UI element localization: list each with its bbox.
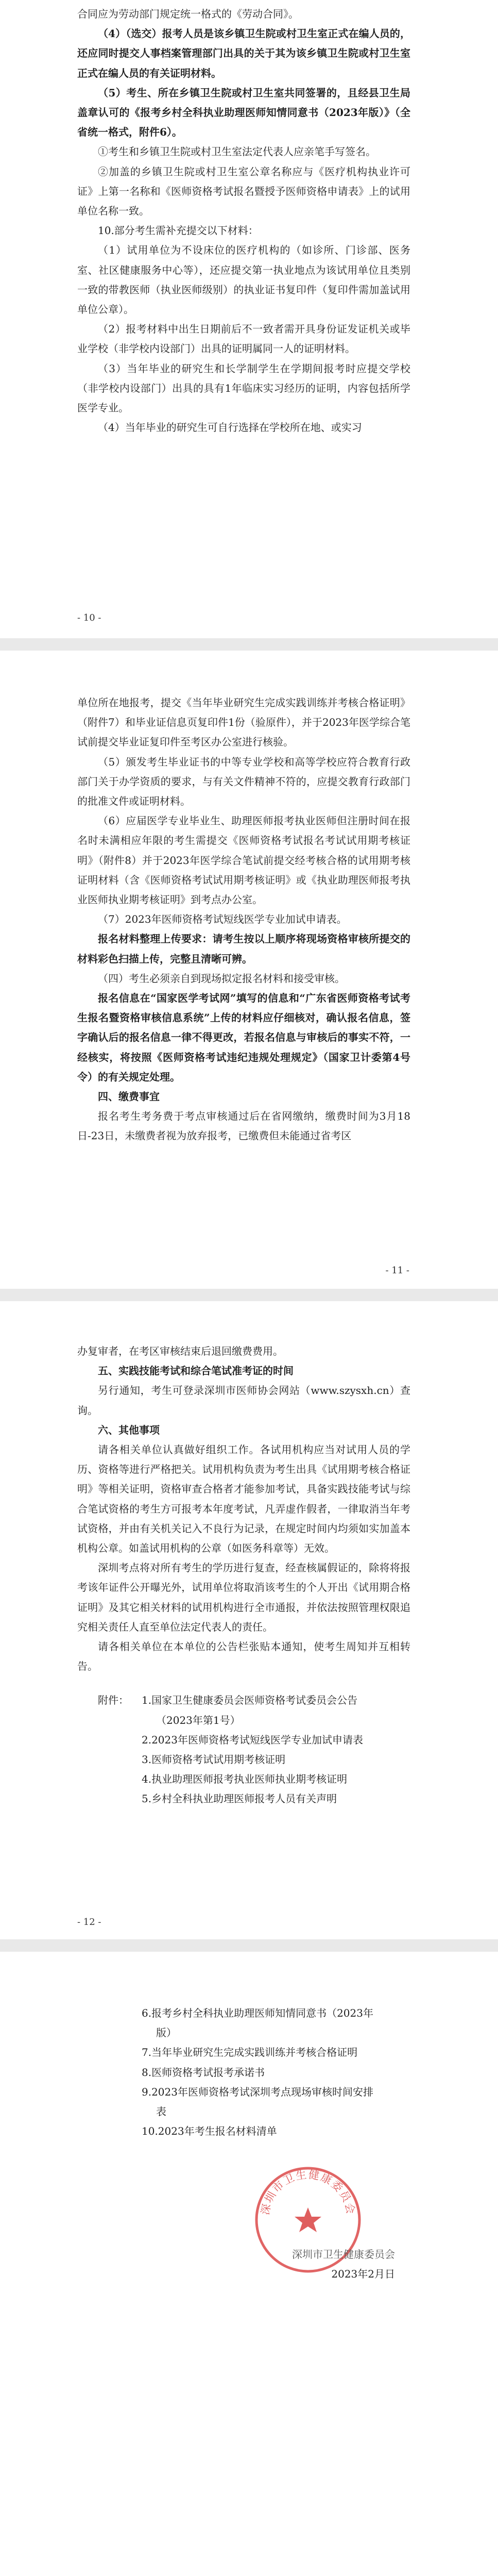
- signature-organization: 深圳市卫生健康委员会: [292, 2248, 395, 2261]
- paragraph: 请各相关单位认真做好组织工作。各试用机构应当对试用人员的学历、资格等进行严格把关。试用机构负责为考生出具《试用期考核合格证明》等相关证明，资格审查合格者才能参加考试，具备实践技能考试与综合笔试资格的考生方可报考本年度考试，凡弄虚作假者，一律取消当年考试资格，并由有关机关记入不良行为记录，在规定时间内均须如实加盖本机构公章。如盖试用机构的公章（如医务科章等）无效。: [77, 1443, 410, 1555]
- attachments-label: 附件：: [98, 1694, 129, 1707]
- attachment-item: 8.医师资格考试报考承诺书: [142, 2066, 265, 2079]
- attachments-list: [77, 1690, 410, 1808]
- attachment-item: 7.当年毕业研究生完成实践训练并考核合格证明: [142, 2046, 358, 2059]
- paragraph: 单位所在地报考，提交《当年毕业研究生完成实践训练并考核合格证明》（附件7）和毕业证信息页复印件1份（验原件），并于2023年医学综合笔试前提交毕业证复印件至考区办公室进行核验。: [77, 696, 410, 749]
- document-page-12: [0, 1301, 498, 1939]
- signature-date: 2023年2月日: [331, 2268, 395, 2281]
- section-heading: 四、缴费事宜: [98, 1090, 160, 1103]
- attachment-item: 10.2023年考生报名材料清单: [142, 2125, 277, 2138]
- paragraph: （4）当年毕业的研究生可自行选择在学校所在地、或实习: [98, 421, 362, 434]
- document-page-10: [0, 0, 498, 638]
- attachment-item: 3.医师资格考试试用期考核证明: [142, 1753, 286, 1766]
- paragraph: ①考生和乡镇卫生院或村卫生室法定代表人应亲笔手写签名。: [98, 145, 376, 158]
- paragraph: （4）（选交）报考人员是该乡镇卫生院或村卫生室正式在编人员的，还应同时提交人事档案管理部门出具的关于其为该乡镇卫生院或村卫生室正式在编人员的有关证明材料。: [77, 27, 410, 79]
- section-heading: 五、实践技能考试和综合笔试准考证的时间: [98, 1365, 294, 1377]
- paragraph: （1）试用单位为不设床位的医疗机构的（如诊所、门诊部、医务室、社区健康服务中心等），还应提交第一执业地点为该试用单位且类别一致的带教医师（执业医师级别）的执业证书复印件（复印件需加盖试用单位公章）。: [77, 244, 410, 316]
- paragraph: 办复审者，在考区审核结束后退回缴费费用。: [77, 1345, 283, 1357]
- attachment-item: 6.报考乡村全科执业助理医师知情同意书（2023年: [142, 2007, 373, 2019]
- attachment-item: 版）: [156, 2026, 177, 2039]
- paragraph: （四）考生必须亲自到现场拟定报名材料和接受审核。: [98, 972, 345, 985]
- attachment-item: 4.执业助理医师报考执业医师执业期考核证明: [142, 1773, 348, 1786]
- page-number: - 11 -: [385, 1265, 409, 1276]
- paragraph: （7）2023年医师资格考试短线医学专业加试申请表。: [98, 913, 347, 926]
- attachment-item: 表: [156, 2105, 166, 2118]
- page-number: - 10 -: [77, 612, 101, 623]
- attachment-item: 2.2023年医师资格考试短线医学专业加试申请表: [142, 1733, 363, 1746]
- paragraph: 报名材料整理上传要求：请考生按以上顺序将现场资格审核所提交的材料彩色扫描上传，完整且清晰可辨。: [77, 933, 410, 965]
- paragraph: 另行通知，考生可登录深圳市医师协会网站（www.szysxh.cn）查询。: [77, 1384, 410, 1417]
- paragraph: 报名考生考务费于考点审核通过后在省网缴纳，缴费时间为3月18日-23日，未缴费者视为放弃报考，已缴费但未能通过省考区: [77, 1110, 410, 1142]
- paragraph: 请各相关单位在本单位的公告栏张贴本通知，使考生周知并互相转告。: [77, 1640, 410, 1673]
- document-page-11: [0, 651, 498, 1289]
- attachment-item: 5.乡村全科执业助理医师报考人员有关声明: [142, 1792, 337, 1805]
- paragraph: （3）当年毕业的研究生和长学制学生在学期间报考时应提交学校（非学校内设部门）出具的具有1年临床实习经历的证明，内容包括所学医学专业。: [77, 362, 410, 414]
- paragraph: 10.部分考生需补充提交以下材料：: [98, 224, 259, 237]
- paragraph: （6）应届医学专业毕业生、助理医师报考执业医师但注册时间在报名时未满相应年限的考生需提交《医师资格考试报名考试试用期考核证明》（附件8）并于2023年医学综合笔试前提交经考核合格的试用期考核证明材料（含《医师资格考试试用期考核证明》或《执业助理医师报考执业医师执业期考核证明》到考点办公室。: [77, 815, 410, 906]
- document-page-13: [0, 1952, 498, 2576]
- section-heading: 六、其他事项: [98, 1423, 160, 1436]
- paragraph: 报名信息在“国家医学考试网”填写的信息和“广东省医师资格考试考生报名暨资格审核信息系统”上传的材料应仔细核对，确认报名信息，签字确认后的报名信息一律不得更改，若报名信息与审核后的事实不符，一经核实，将按照《医师资格考试违纪违规处理规定》（国家卫计委第4号令）的有关规定处理。: [77, 992, 410, 1083]
- paragraph: 深圳考点将对所有考生的学历进行复查，经查核属假证的，除将将报考该年证件公开曝光外，试用单位将取消该考生的个人开出《试用期合格证明》及其它相关材料的试用机构进行全市通报，并依法按照管理权限追究相关责任人直至单位法定代表人的责任。: [77, 1561, 410, 1633]
- paragraph: （5）考生、所在乡镇卫生院或村卫生室共同签署的，且经县卫生局盖章认可的《报考乡村全科执业助理医师知情同意书（2023年版）》（全省统一格式，附件6）。: [77, 86, 410, 139]
- attachment-item: 1.国家卫生健康委员会医师资格考试委员会公告: [142, 1694, 358, 1707]
- attachment-item: 9.2023年医师资格考试深圳考点现场审核时间安排: [142, 2085, 373, 2098]
- paragraph: ②加盖的乡镇卫生院或村卫生室公章名称应与《医疗机构执业许可证》上第一名称和《医师资格考试报名暨授予医师资格申请表》上的试用单位名称一致。: [77, 165, 410, 218]
- signature-block: [292, 2245, 395, 2284]
- attachments-list-continued: [77, 2003, 410, 2141]
- seal-text: 深圳市卫生健康委员会: [259, 2168, 357, 2216]
- attachment-item: （2023年第1号）: [156, 1714, 241, 1726]
- paragraph: 合同应为劳动部门规定统一格式的《劳动合同》。: [77, 8, 299, 20]
- paragraph: （2）报考材料中出生日期前后不一致者需开具身份证发证机关或毕业学校（非学校内设部门）出具的证明属同一人的证明材料。: [77, 323, 410, 355]
- paragraph: （5）颁发考生毕业证书的中等专业学校和高等学校应符合教育行政部门关于办学资质的要求，与有关文件精神不符的，应提交教育行政部门的批准文件或证明材料。: [77, 755, 410, 808]
- page-number: - 12 -: [77, 1917, 101, 1927]
